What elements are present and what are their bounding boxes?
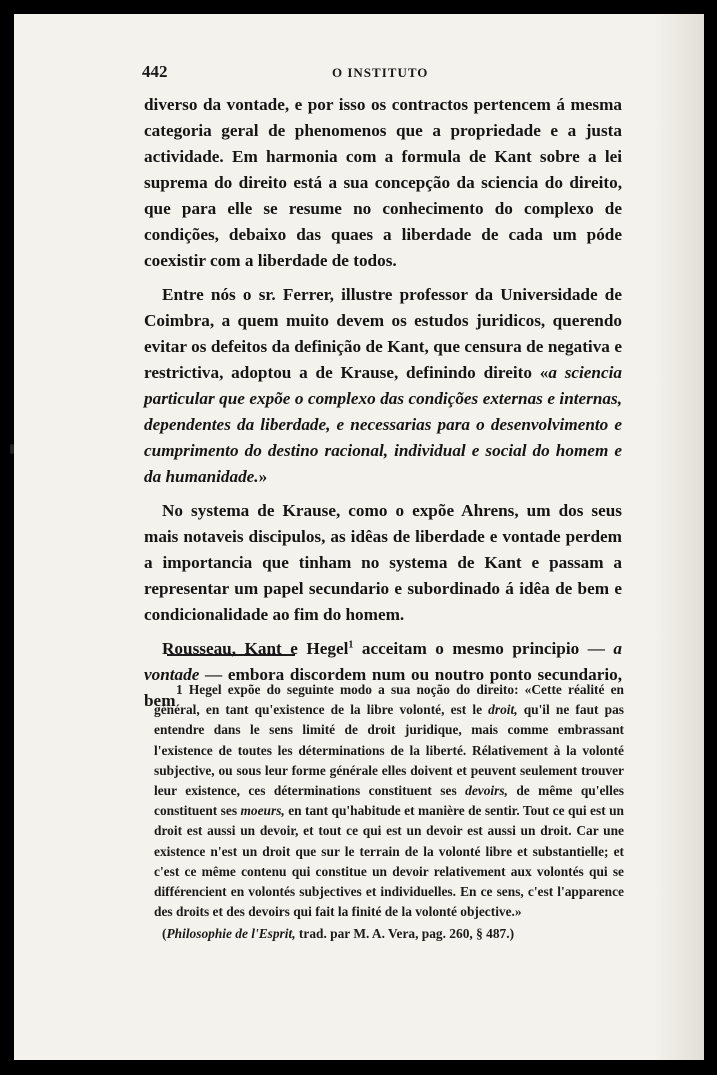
footnote-number: 1 bbox=[176, 682, 183, 697]
footnote-1 bbox=[154, 680, 624, 922]
paragraph-1 bbox=[144, 92, 622, 274]
paragraph-2-close: » bbox=[258, 467, 268, 486]
main-text bbox=[144, 92, 622, 714]
paragraph-2 bbox=[144, 282, 622, 490]
footnote-part-4: en tant qu'habitude et manière de sentir. Tout ce qui est un droit est aussi un devoir, et tout ce qui est un devoir est aussi un droit. Car une existence n'est un droit que sur le terrain de la volonté libre et substantielle; et c'est ce même contenu qui constitue un devoir relativement aux volontés qui se différencient en volontés subjectives et individuelles. En ce sens, c'est l'apparence des droits et des devoirs qui fait la finité de la volonté objective.» bbox=[154, 803, 624, 920]
paragraph-4-end: — embora discordem num ou noutro ponto secundario, bem bbox=[144, 665, 622, 710]
page-edge-shadow bbox=[654, 14, 704, 1060]
margin-ink-mark bbox=[10, 444, 14, 454]
footnote-citation bbox=[154, 924, 624, 944]
footnote-divider bbox=[167, 654, 295, 656]
citation-open: ( bbox=[162, 926, 167, 942]
citation-rest: trad. par M. A. Vera, pag. 260, § 487.) bbox=[295, 926, 515, 942]
page-number: 442 bbox=[142, 62, 168, 81]
paragraph-1-text: diverso da vontade, e por isso os contractos pertencem á mesma categoria geral de phenomenos que a propriedade e a justa actividade. Em harmonia com a formula de Kant sobre a lei suprema do direito está a sua concepção da sciencia do direito, que para elle se resume no conhecimento do complexo de condições, debaixo das quaes a liberdade de cada um póde coexistir com a liberdade de todos. bbox=[144, 95, 622, 270]
running-title: O INSTITUTO bbox=[332, 65, 429, 80]
citation-title: Philosophie de l'Esprit, bbox=[166, 926, 296, 942]
footnote-part-2: qu'il ne faut pas entendre dans le sens limité de droit juridique, mais comme embrassant l'existence de toutes les déterminations de la liberté. Rélativement à la volonté subjective, ou sous leur forme générale elles doivent et peuvent seulement trouver leur existence, ces déterminations constituent ses bbox=[154, 702, 624, 799]
paragraph-2-text: Entre nós o sr. Ferrer, illustre professor da Universidade de Coimbra, a quem muito devem os estudos juridicos, querendo evitar os defeitos da definição de Kant, que censura de negativa e restrictiva, adoptou a de Krause, definindo direito « bbox=[144, 285, 622, 382]
footnote-part-3: de même qu'elles constituent ses bbox=[154, 783, 624, 819]
footnote-reference: 1 bbox=[348, 639, 354, 651]
footnote-italic-moeurs: moeurs, bbox=[240, 803, 285, 819]
paragraph-3-text: No systema de Krause, como o expõe Ahrens, um dos seus mais notaveis discipulos, as idêas de liberdade e vontade perdem a importancia que tinham no systema de Kant e passam a representar um papel secundario e subordinado á idêa de bem e condicionalidade ao fim do homem. bbox=[144, 501, 622, 624]
footnote-block bbox=[154, 680, 624, 945]
paragraph-3 bbox=[144, 498, 622, 628]
paragraph-4-start: Rousseau, Kant e Hegel bbox=[162, 639, 349, 658]
paragraph-4-mid: acceitam o mesmo principio — bbox=[353, 639, 614, 658]
book-page bbox=[14, 14, 704, 1060]
page-header bbox=[142, 62, 628, 84]
footnote-intro: Hegel expõe do seguinte modo a sua noção do direito: «Cette réalité en général, en tant qu'existence de la libre volonté, est le bbox=[154, 682, 624, 718]
footnote-italic-devoirs: devoirs, bbox=[465, 783, 508, 799]
paragraph-2-definition: a sciencia particular que expõe o complexo das condições externas e internas, dependentes da liberdade, e necessarias para o desenvolvimento e cumprimento do destino racional, individual e social do homem e da humanidade. bbox=[144, 363, 622, 486]
footnote-italic-droit: droit, bbox=[488, 702, 518, 718]
paragraph-4-italic: a vontade bbox=[144, 639, 622, 684]
